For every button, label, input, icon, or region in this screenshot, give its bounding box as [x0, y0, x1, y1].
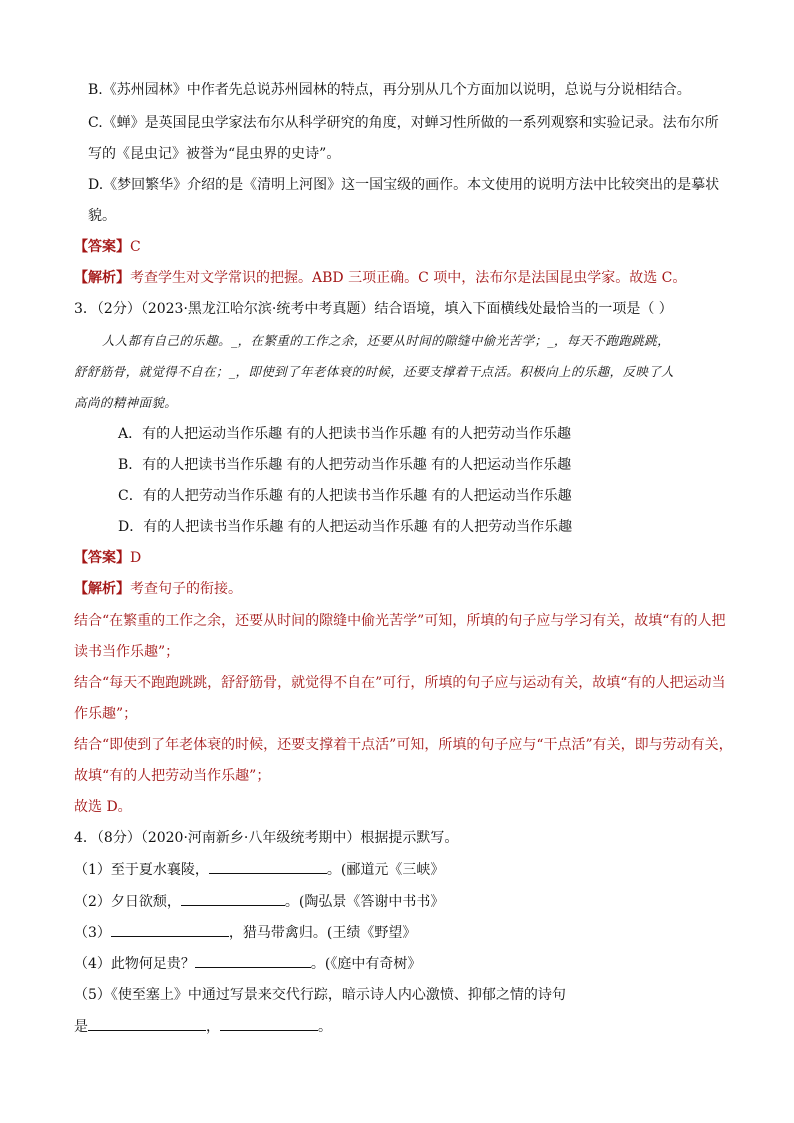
option-b: B.《苏州园林》中作者先总说苏州园林的特点，再分别从几个方面加以说明，总说与分说相结合。	[88, 82, 691, 98]
question-4-item-5-blanks	[74, 1016, 332, 1037]
question-4-item-5: （5）《使至塞上》中通过写景来交代行踪，暗示诗人内心激愤、抑郁之情的诗句	[74, 987, 566, 1003]
fill-blank[interactable]	[111, 922, 229, 937]
explanation-2-line2: 作乐趣”；	[74, 706, 138, 722]
question-3-passage-line3: 高尚的精神面貌。	[74, 395, 178, 410]
item-text: ，	[206, 1019, 220, 1035]
item-text: （1）至于夏水襄陵，	[74, 862, 209, 878]
question-3-passage-line2: 舒舒筋骨，就觉得不自在；_，即使到了年老体衰的时候，还要支撑着干点活。积极向上的乐趣，反映了人	[74, 364, 675, 379]
analysis-2	[74, 268, 686, 288]
option-d-line2: 貌。	[88, 208, 116, 224]
option-c-line1: C.《蝉》是英国昆虫学家法布尔从科学研究的角度，对蝉习性所做的一系列观察和实验记录。法布尔所	[88, 115, 719, 131]
item-text: 。	[318, 1019, 332, 1035]
explanation-1-line2: 读书当作乐趣”；	[74, 644, 180, 660]
answer-tag: 【答案】	[74, 550, 130, 566]
question-4-stem: 4．（8分）（2020·河南新乡·八年级统考期中）根据提示默写。	[74, 830, 459, 846]
answer-2	[74, 237, 141, 257]
option-d-line1: D.《梦回繁华》介绍的是《清明上河图》这一国宝级的画作。本文使用的说明方法中比较突出的是摹状	[88, 177, 720, 193]
question-3-option-b: B．有的人把读书当作乐趣 有的人把劳动当作乐趣 有的人把运动当作乐趣	[118, 457, 572, 473]
analysis-3	[74, 579, 242, 599]
item-source: ，猎马带禽归。(王绩《野望》	[228, 925, 417, 941]
item-text: （3）	[74, 925, 111, 941]
question-4-item-1	[74, 859, 444, 880]
analysis-tag: 【解析】	[74, 581, 130, 597]
explanation-conclusion: 故选 D。	[74, 799, 132, 815]
explanation-3-line2: 故填“有的人把劳动当作乐趣”；	[74, 768, 271, 784]
answer-value: C	[130, 239, 141, 255]
explanation-1-line1: 结合“在繁重的工作之余，还要从时间的隙缝中偷光苦学”可知，所填的句子应与学习有关，故填“有的人把	[74, 613, 726, 629]
explanation-3-line1: 结合“即使到了年老体衰的时候，还要支撑着干点活”可知，所填的句子应与“干点活”有关，即与劳动有关，	[74, 737, 733, 753]
item-source: 。(《庭中有奇树》	[310, 956, 422, 972]
item-text: （2）夕日欲颓，	[74, 894, 181, 910]
fill-blank[interactable]	[209, 859, 327, 874]
question-3-option-d: D．有的人把读书当作乐趣 有的人把运动当作乐趣 有的人把劳动当作乐趣	[118, 519, 573, 535]
analysis-text: 考查学生对文学常识的把握。ABD 三项正确。C 项中，法布尔是法国昆虫学家。故选 C。	[130, 270, 687, 286]
question-4-item-4	[74, 953, 421, 974]
analysis-tag: 【解析】	[74, 270, 130, 286]
item-text: （4）此物何足贵？	[74, 956, 195, 972]
explanation-2-line1: 结合“每天不跑跑跳跳，舒舒筋骨，就觉得不自在”可行，所填的句子应与运动有关，故填“有的人把运动当	[74, 675, 726, 691]
answer-value: D	[130, 550, 142, 566]
item-source: 。(郦道元《三峡》	[326, 862, 445, 878]
question-4-item-2	[74, 891, 444, 912]
question-3-stem: 3．（2分）（2023·黑龙江哈尔滨·统考中考真题）结合语境，填入下面横线处最恰当的一项是（ ）	[74, 301, 673, 317]
question-3-passage-line1: 人人都有自己的乐趣。_，在繁重的工作之余，还要从时间的隙缝中偷光苦学；_，每天不跑跑跳跳，	[102, 333, 671, 348]
analysis-text: 考查句子的衔接。	[130, 581, 242, 597]
item-source: 。(陶弘景《答谢中书书》	[284, 894, 445, 910]
fill-blank[interactable]	[88, 1016, 206, 1031]
answer-3	[74, 548, 141, 568]
fill-blank[interactable]	[195, 953, 311, 968]
question-3-option-a: A．有的人把运动当作乐趣 有的人把读书当作乐趣 有的人把劳动当作乐趣	[118, 426, 572, 442]
question-3-option-c: C．有的人把劳动当作乐趣 有的人把读书当作乐趣 有的人把运动当作乐趣	[118, 488, 572, 504]
fill-blank[interactable]	[220, 1016, 318, 1031]
option-c-line2: 写的《昆虫记》被誉为“昆虫界的史诗”。	[88, 146, 341, 162]
answer-tag: 【答案】	[74, 239, 130, 255]
item-text: 是	[74, 1019, 88, 1035]
question-4-item-3	[74, 922, 416, 943]
fill-blank[interactable]	[181, 891, 285, 906]
